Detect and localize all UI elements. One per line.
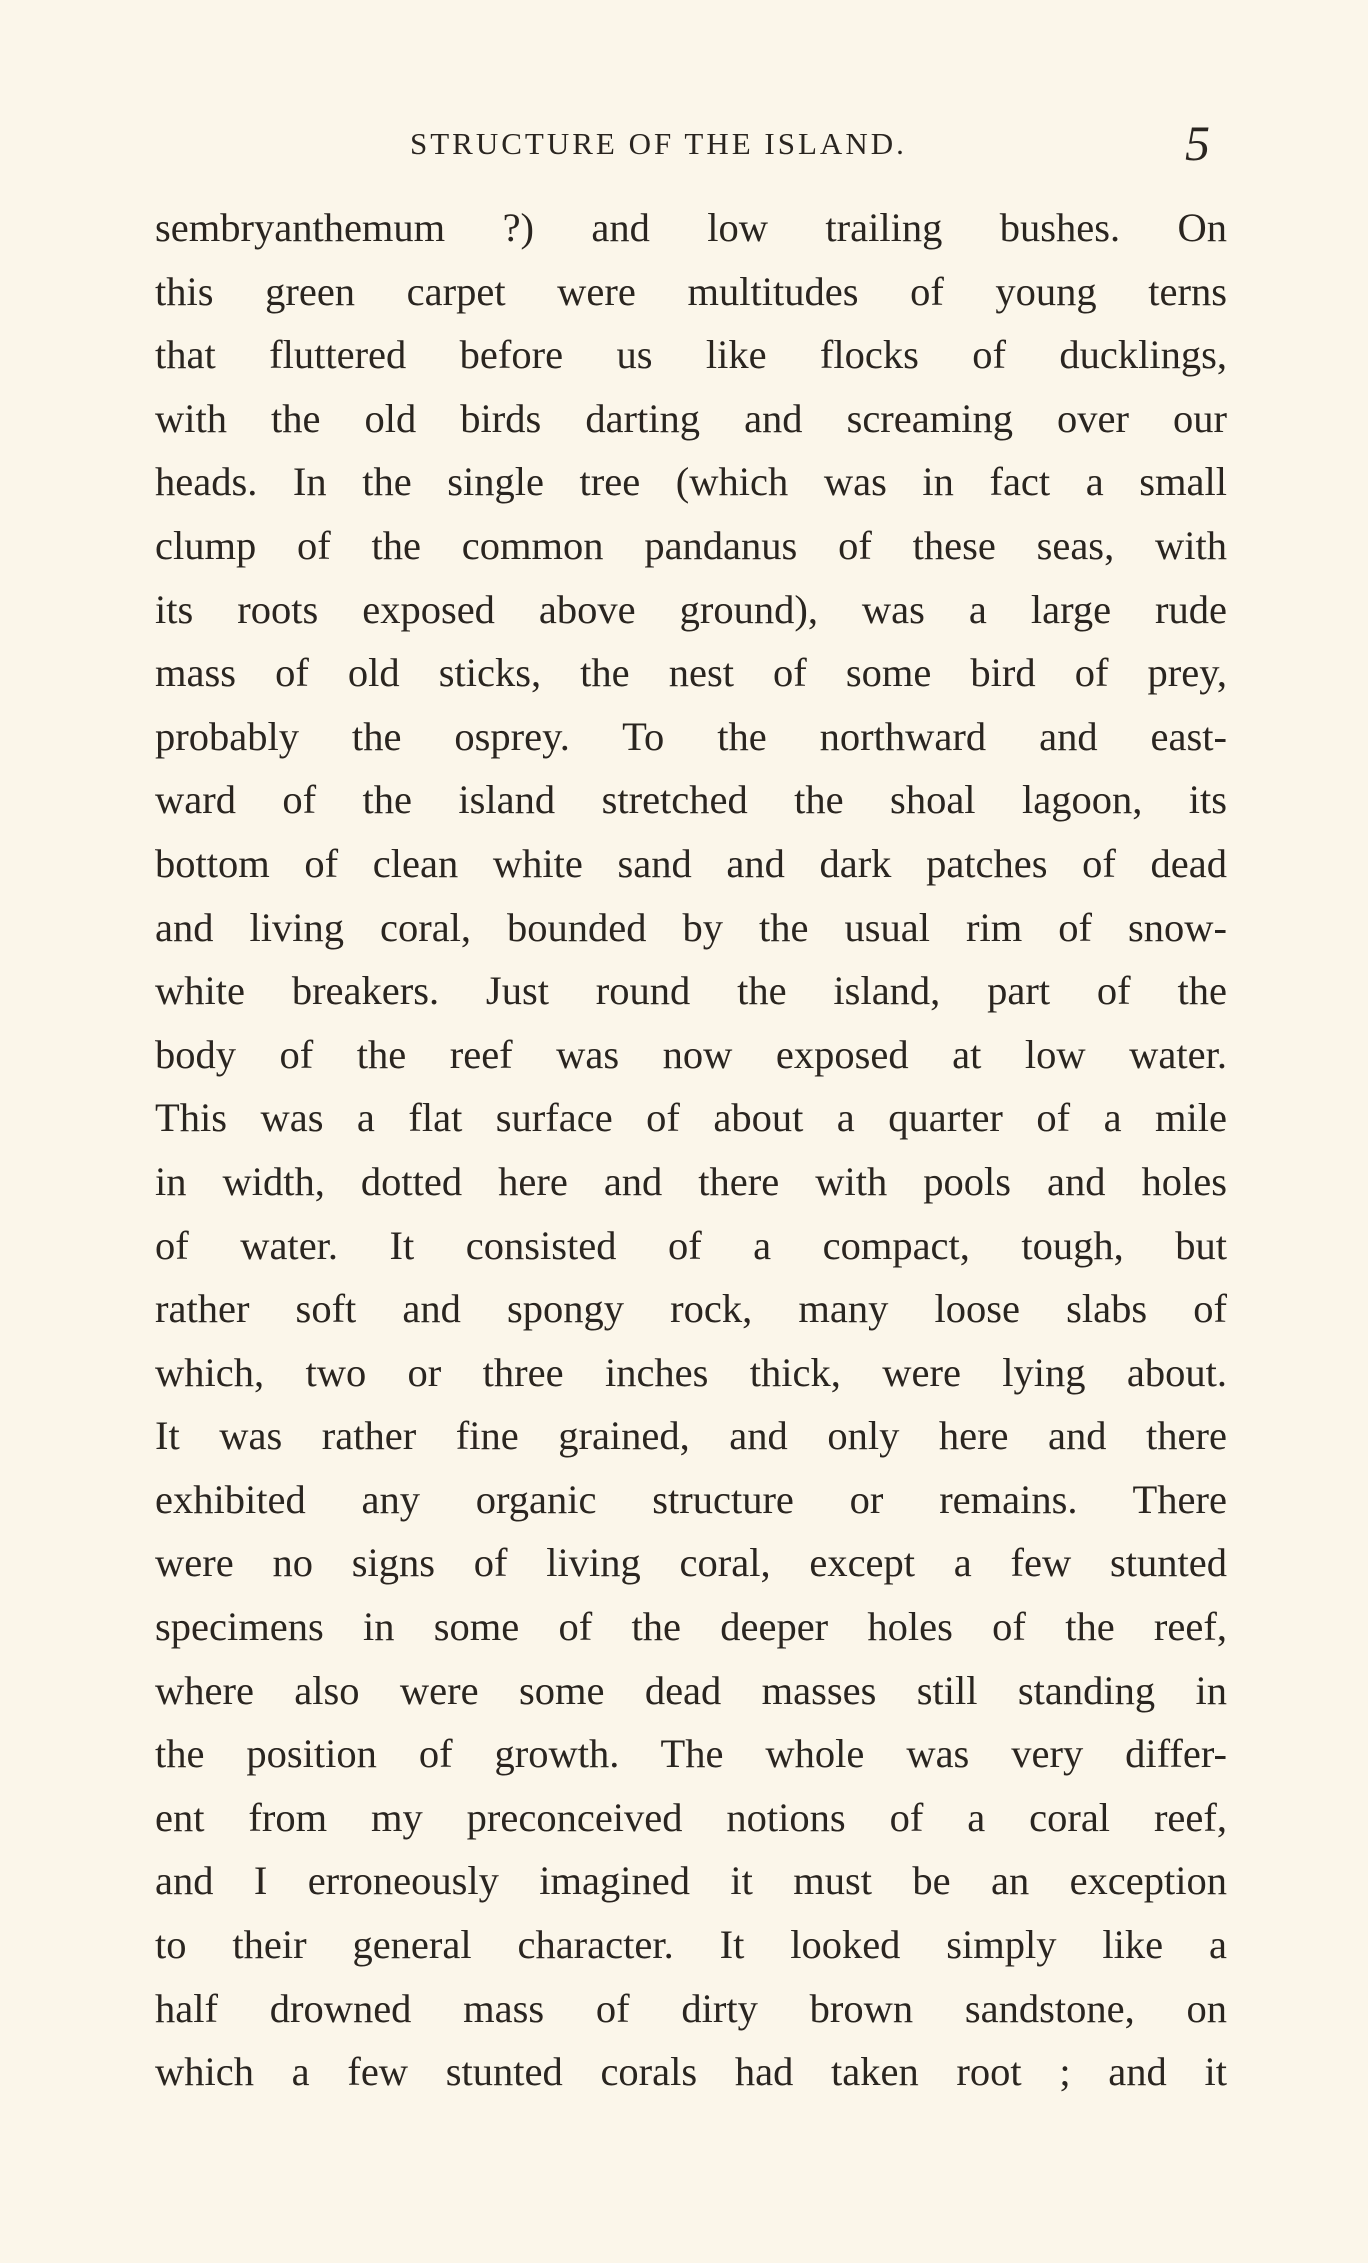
text-line: body of the reef was now exposed at low water.: [155, 1031, 1227, 1077]
text-line: rather soft and spongy rock, many loose slabs of: [155, 1286, 1227, 1332]
text-line: with the old birds darting and screaming over our: [155, 395, 1227, 441]
text-line: of water. It consisted of a compact, tough, but: [155, 1222, 1227, 1268]
text-line: which, two or three inches thick, were lying about.: [155, 1349, 1227, 1395]
body-text: [155, 196, 1227, 2104]
text-line: bottom of clean white sand and dark patches of dead: [155, 840, 1227, 886]
text-line: and living coral, bounded by the usual rim of snow-: [155, 904, 1227, 950]
text-line: to their general character. It looked simply like a: [155, 1922, 1227, 1968]
text-line: specimens in some of the deeper holes of the reef,: [155, 1604, 1227, 1650]
text-line: heads. In the single tree (which was in fact a small: [155, 459, 1227, 505]
text-line: exhibited any organic structure or remains. There: [155, 1476, 1227, 1522]
text-line: half drowned mass of dirty brown sandstone, on: [155, 1985, 1227, 2031]
text-line: the position of growth. The whole was very differ-: [155, 1731, 1227, 1777]
text-line: probably the osprey. To the northward and east-: [155, 713, 1227, 759]
text-line: which a few stunted corals had taken root ; and it: [155, 2049, 1227, 2095]
text-line: and I erroneously imagined it must be an exception: [155, 1858, 1227, 1904]
text-line: this green carpet were multitudes of young terns: [155, 268, 1227, 314]
text-line: in width, dotted here and there with pools and holes: [155, 1158, 1227, 1204]
running-title: STRUCTURE OF THE ISLAND.: [410, 126, 907, 161]
text-line: sembryanthemum ?) and low trailing bushes. On: [155, 205, 1227, 250]
text-line: It was rather fine grained, and only here and there: [155, 1413, 1227, 1459]
text-line: white breakers. Just round the island, part of the: [155, 968, 1227, 1014]
text-line: that fluttered before us like flocks of ducklings,: [155, 332, 1227, 378]
text-line: where also were some dead masses still standing in: [155, 1667, 1227, 1713]
text-line: mass of old sticks, the nest of some bird of prey,: [155, 650, 1227, 696]
text-line: were no signs of living coral, except a few stunted: [155, 1540, 1227, 1586]
text-line: This was a flat surface of about a quarter of a mile: [155, 1095, 1227, 1141]
page-number: 5: [1185, 115, 1210, 171]
text-line: clump of the common pandanus of these seas, with: [155, 522, 1227, 568]
text-line: ward of the island stretched the shoal lagoon, its: [155, 777, 1227, 823]
running-head: [0, 115, 1368, 180]
text-line: its roots exposed above ground), was a large rude: [155, 586, 1227, 632]
text-line: ent from my preconceived notions of a coral reef,: [155, 1794, 1227, 1840]
